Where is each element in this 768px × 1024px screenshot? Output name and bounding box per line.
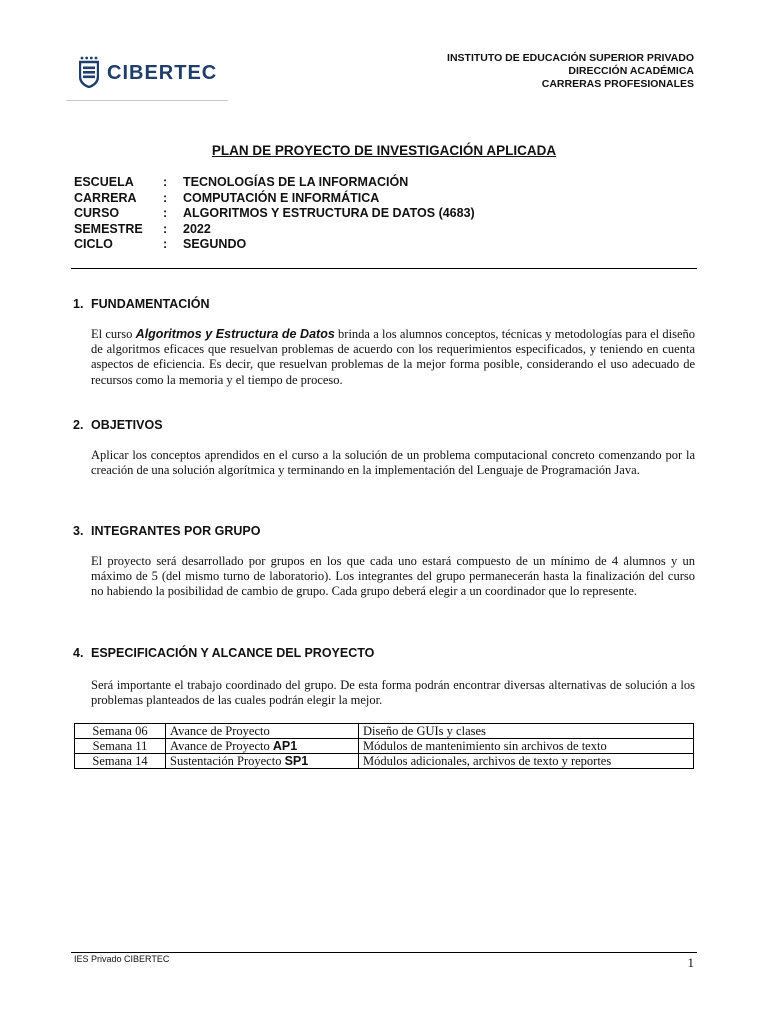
activity-cell	[166, 754, 359, 769]
table-row	[75, 754, 694, 769]
footer-divider	[71, 952, 697, 953]
info-divider	[71, 268, 697, 269]
week-cell: Semana 06	[75, 724, 166, 739]
info-separator: :	[163, 190, 168, 205]
document-title: PLAN DE PROYECTO DE INVESTIGACIÓN APLICADA	[211, 143, 557, 158]
info-value: ALGORITMOS Y ESTRUCTURA DE DATOS (4683)	[183, 206, 475, 220]
activity-cell	[166, 724, 359, 739]
info-row-ciclo	[74, 237, 475, 253]
section-title: ESPECIFICACIÓN Y ALCANCE DEL PROYECTO	[91, 646, 375, 660]
institute-line: DIRECCIÓN ACADÉMICA	[568, 65, 694, 77]
section-heading-integrantes	[73, 524, 260, 538]
info-value: 2022	[183, 221, 211, 236]
info-label: CICLO	[74, 237, 113, 251]
section-body-integrantes: El proyecto será desarrollado por grupos en los que cada uno estará compuesto de un mínimo de 4 alumnos y un máximo de 5 (del mismo turno de laboratorio). Los integrantes del grupo permanecerán hasta la finalización del curso no habiendo la posibilidad de cambio de grupo. Cada grupo deberá elegir a un coordinador que lo represente.	[91, 554, 695, 599]
section-title: FUNDAMENTACIÓN	[91, 297, 210, 311]
info-value: TECNOLOGÍAS DE LA INFORMACIÓN	[183, 175, 409, 189]
course-info	[74, 175, 475, 253]
section-title: INTEGRANTES POR GRUPO	[91, 524, 261, 538]
info-label: CARRERA	[74, 190, 137, 205]
body-text: El curso	[91, 327, 136, 341]
activity-text: Sustentación Proyecto	[170, 754, 285, 768]
section-title: OBJETIVOS	[91, 418, 163, 432]
info-row-carrera	[74, 191, 475, 207]
footer-institution: IES Privado CIBERTEC	[74, 954, 170, 964]
activity-text: Avance de Proyecto	[170, 724, 270, 738]
body-text: brinda a los alumnos conceptos, técnicas y metodologías para el diseño de algoritmos eficaces que resuelvan problemas de acuerdo con los requerimientos especificados, y teniendo en cuenta aspectos de eficiencia. Es decir, que resuelvan problemas de la mejor forma posible, considerando el uso adecuado de recursos como la memoria y el tiempo de proceso.	[91, 327, 696, 387]
detail-cell: Módulos adicionales, archivos de texto y reportes	[359, 754, 694, 769]
info-value: SEGUNDO	[183, 237, 247, 251]
institute-line: INSTITUTO DE EDUCACIÓN SUPERIOR PRIVADO	[447, 52, 694, 64]
section-heading-objetivos	[73, 418, 163, 432]
section-number: 1.	[73, 297, 84, 311]
section-number: 2.	[73, 418, 84, 432]
shield-logo-icon	[79, 56, 99, 88]
institute-heading	[447, 52, 694, 91]
info-row-curso	[74, 206, 475, 222]
week-cell: Semana 14	[75, 754, 166, 769]
info-label: ESCUELA	[74, 175, 134, 189]
info-row-semestre	[74, 222, 475, 238]
course-name-emphasis: Algoritmos y Estructura de Datos	[135, 327, 335, 341]
header-divider	[66, 100, 228, 101]
info-separator: :	[163, 221, 168, 236]
cibertec-logo	[79, 56, 229, 90]
info-label: SEMESTRE	[74, 221, 143, 236]
institute-line: CARRERAS PROFESIONALES	[541, 78, 694, 90]
info-separator: :	[163, 175, 168, 189]
activity-code: AP1	[272, 739, 298, 753]
info-separator: :	[163, 206, 168, 220]
logo-wordmark: CIBERTEC	[107, 62, 218, 84]
section-heading-fundamentacion	[73, 297, 210, 311]
table-row	[75, 724, 694, 739]
section-number: 4.	[73, 646, 84, 660]
activity-code: SP1	[284, 754, 309, 768]
info-label: CURSO	[74, 206, 120, 220]
week-cell: Semana 11	[75, 739, 166, 754]
section-heading-especificacion	[73, 646, 374, 660]
detail-cell: Diseño de GUIs y clases	[359, 724, 694, 739]
info-row-escuela	[74, 175, 475, 191]
info-value: COMPUTACIÓN E INFORMÁTICA	[183, 190, 380, 205]
page-number: 1	[687, 955, 694, 970]
section-number: 3.	[73, 524, 84, 538]
table-row	[75, 739, 694, 754]
activity-text: Avance de Proyecto	[170, 739, 273, 753]
detail-cell: Módulos de mantenimiento sin archivos de texto	[359, 739, 694, 754]
section-body-fundamentacion	[91, 327, 695, 388]
info-separator: :	[163, 237, 168, 251]
section-body-especificacion: Será importante el trabajo coordinado del grupo. De esta forma podrán encontrar diversas alternativas de solución a los problemas planteados de las cuales podrán elegir la mejor.	[91, 678, 695, 708]
schedule-table	[74, 723, 694, 769]
section-body-objetivos: Aplicar los conceptos aprendidos en el curso a la solución de un problema computacional concreto comenzando por la creación de una solución algorítmica y terminando en la implementación del Lenguaje de Programación Java.	[91, 448, 695, 478]
activity-cell	[166, 739, 359, 754]
